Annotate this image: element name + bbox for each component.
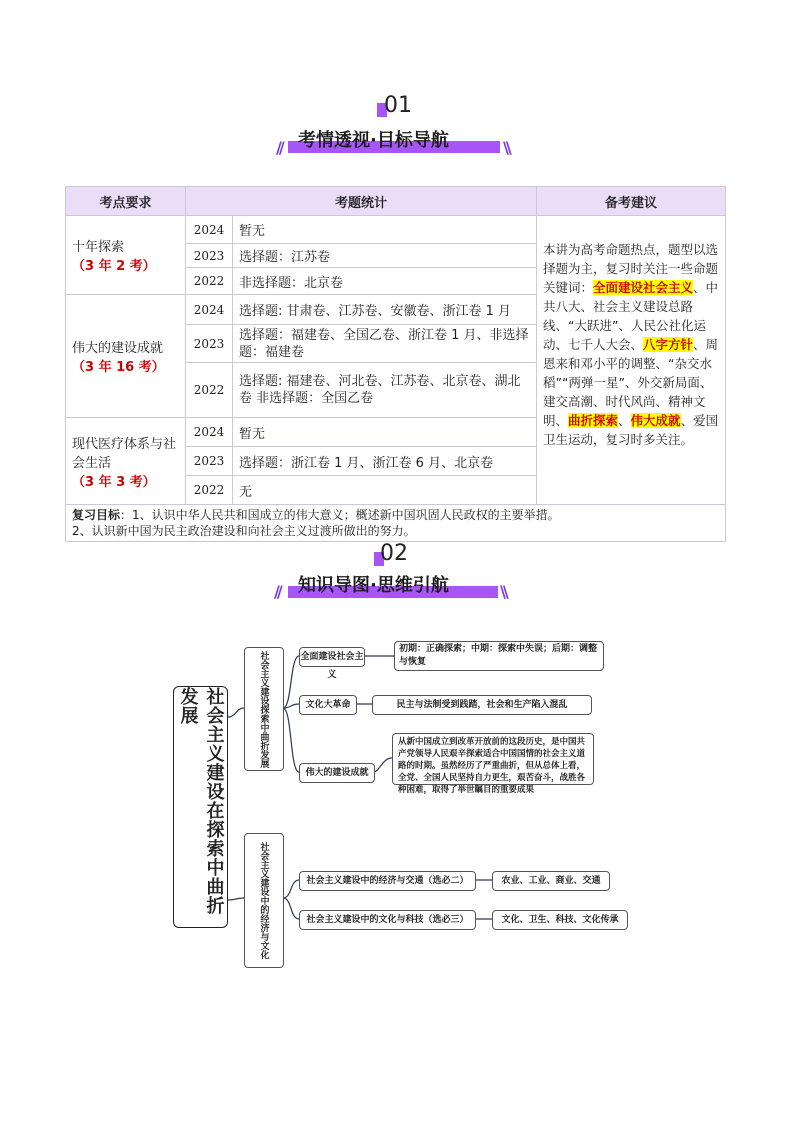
year-cell: 2023 <box>186 447 233 476</box>
year-cell: 2022 <box>186 476 233 505</box>
mindmap-detail: 初期：正确探索；中期：探索中失误；后期：调整与恢复 <box>394 641 604 671</box>
advice-text: 本讲为高考命题热点，题型以选择题为主，复习时关注一些命题关键词： <box>543 242 719 295</box>
connector <box>283 898 299 919</box>
stat-cell: 选择题: 甘肃卷、江苏卷、安徽卷、浙江卷 1 月 <box>233 295 537 325</box>
mindmap-branch: 社会主义建设中的经济与文化 <box>244 833 284 968</box>
stat-cell: 非选择题：北京卷 <box>233 268 537 295</box>
section-title: 知识导图·思维引航 <box>298 575 449 596</box>
mindmap-node: 文化大革命 <box>299 695 357 715</box>
mindmap-detail: 民主与法制受到践踏，社会和生产陷入混乱 <box>372 695 592 715</box>
mindmap-branch: 社会主义建设探索中曲折发展 <box>244 647 284 771</box>
stat-cell: 选择题: 福建卷、河北卷、江苏卷、北京卷、湖北卷 非选择题：全国乙卷 <box>233 363 537 418</box>
mindmap-node: 社会主义建设中的文化与科技（选必三） <box>299 910 476 930</box>
topic-name: 现代医疗体系与社会生活 <box>72 436 177 471</box>
right-slash-decoration: \\ <box>503 138 509 157</box>
header-requirement: 考点要求 <box>66 187 186 216</box>
keyword-highlight: 全面建设社会主义 <box>593 280 694 295</box>
year-cell: 2024 <box>186 216 233 244</box>
mindmap-detail: 从新中国成立到改革开放前的这段历史，是中国共产党领导人民艰辛探索适合中国国情的社会主义道路的时期。虽然经历了严重曲折，但从总体上看，全党、全国人民坚持自力更生，艰苦奋斗，战胜各种困难，取得了举世瞩目的重要成果 <box>392 733 594 785</box>
topic-note: （3 年 16 考） <box>72 360 165 375</box>
stat-cell: 无 <box>233 476 537 505</box>
stat-cell: 暂无 <box>233 216 537 244</box>
advice-text: 、 <box>618 413 631 428</box>
keyword-highlight: 伟大成就 <box>630 413 681 428</box>
review-text: ：1、认识中华人民共和国成立的伟大意义；概述新中国巩固人民政权的主要举措。 <box>120 508 560 522</box>
review-label: 复习目标 <box>72 508 121 522</box>
advice-text: 、周恩来和邓小平的调整、“杂交水稻”“两弹一星”、外交新局面、建交高潮、时代风尚、精神文明、 <box>543 337 719 428</box>
topic-note: （3 年 3 考） <box>72 474 156 490</box>
left-slash-decoration: // <box>276 138 282 157</box>
stat-cell: 选择题：江苏卷 <box>233 244 537 268</box>
connector <box>283 656 299 708</box>
connector <box>373 758 392 772</box>
year-cell: 2024 <box>186 295 233 325</box>
keyword-highlight: 曲折探索 <box>568 413 619 428</box>
connector <box>228 708 244 717</box>
mindmap-node: 社会主义建设中的经济与交通（选必二） <box>299 871 476 891</box>
right-slash-decoration: \\ <box>500 582 506 601</box>
connector <box>283 880 299 898</box>
mindmap-node: 全面建设社会主义 <box>299 647 365 667</box>
section-number: 01 <box>384 93 412 118</box>
advice-text: 、爱国卫生运动，复习时多关注。 <box>543 413 719 447</box>
topic-name: 十年探索 <box>72 240 125 255</box>
header-statistics: 考题统计 <box>186 187 537 216</box>
review-text: 2、认识新中国为民主政治建设和向社会主义过渡所做出的努力。 <box>72 524 416 538</box>
advice-text: 、中共八大、社会主义建设总路线、“大跃进”、人民公社化运动、七千人大会、 <box>543 280 719 352</box>
stat-cell: 选择题：福建卷、全国乙卷、浙江卷 1 月、非选择题：福建卷 <box>233 325 537 363</box>
stat-cell: 暂无 <box>233 418 537 447</box>
connector <box>283 708 299 772</box>
topic-note: （3 年 2 考） <box>72 259 156 274</box>
connector <box>228 898 244 900</box>
mindmap-root: 社会主义建设在探索中曲折发展 <box>173 686 228 928</box>
mindmap-node: 伟大的建设成就 <box>299 763 375 783</box>
topic-name: 伟大的建设成就 <box>72 341 164 356</box>
mindmap-detail: 农业、工业、商业、交通 <box>492 871 610 891</box>
section-title: 考情透视·目标导航 <box>298 130 449 151</box>
mindmap-detail: 文化、卫生、科技、文化传承 <box>492 910 628 930</box>
year-cell: 2022 <box>186 363 233 418</box>
year-cell: 2022 <box>186 268 233 295</box>
keyword-highlight: 八字方针 <box>643 337 694 352</box>
year-cell: 2023 <box>186 244 233 268</box>
header-advice: 备考建议 <box>537 187 726 216</box>
section-number: 02 <box>380 541 408 566</box>
left-slash-decoration: // <box>274 582 280 601</box>
stat-cell: 选择题：浙江卷 1 月、浙江卷 6 月、北京卷 <box>233 447 537 476</box>
year-cell: 2023 <box>186 325 233 363</box>
year-cell: 2024 <box>186 418 233 447</box>
